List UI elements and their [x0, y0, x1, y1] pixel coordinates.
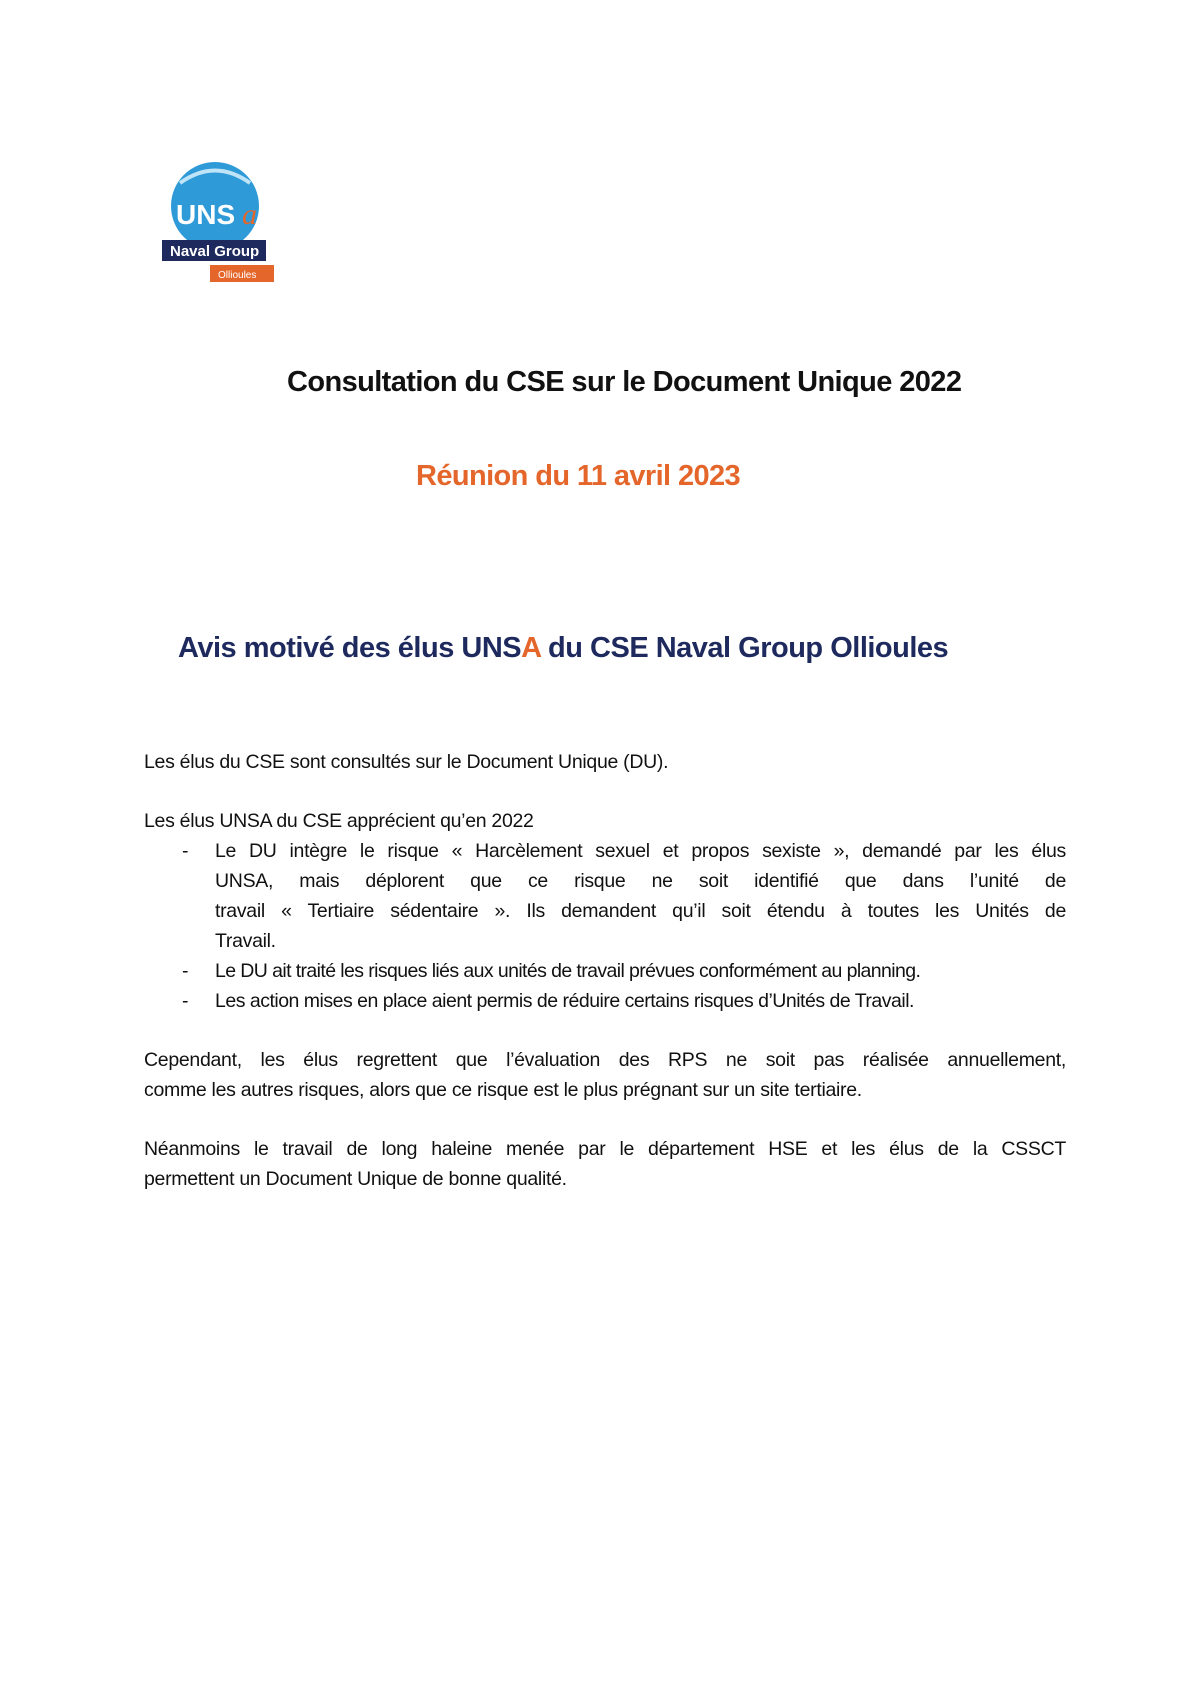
section-heading: [178, 632, 948, 665]
paragraph-however-line: comme les autres risques, alors que ce risque est le plus prégnant sur un site tertiaire.: [144, 1079, 862, 1101]
svg-text:Ollioules: Ollioules: [218, 270, 257, 281]
bullet-marker: -: [182, 960, 189, 982]
unsa-naval-group-logo: [160, 160, 278, 290]
paragraph-intro: Les élus du CSE sont consultés sur le Document Unique (DU).: [144, 751, 669, 773]
meeting-date: Réunion du 11 avril 2023: [416, 460, 741, 492]
bullet-1-line: travail « Tertiaire sédentaire ». Ils demandent qu’il soit étendu à toutes les Unités de: [215, 900, 1066, 922]
bullet-marker: -: [182, 990, 189, 1012]
bullet-marker: -: [182, 840, 189, 862]
paragraph-however-line: Cependant, les élus regrettent que l’évaluation des RPS ne soit pas réalisée annuellement,: [144, 1049, 1066, 1071]
svg-text:Naval Group: Naval Group: [170, 243, 260, 260]
bullet-1-line: Travail.: [215, 930, 276, 952]
paragraph-conclusion-line: Néanmoins le travail de long haleine menée par le département HSE et les élus de la CSSCT: [144, 1138, 1066, 1160]
bullet-2: Le DU ait traité les risques liés aux unités de travail prévues conformément au planning.: [215, 960, 921, 982]
paragraph-appreciation: Les élus UNSA du CSE apprécient qu’en 2022: [144, 810, 534, 832]
document-title: Consultation du CSE sur le Document Unique 2022: [287, 366, 962, 398]
paragraph-conclusion-line: permettent un Document Unique de bonne qualité.: [144, 1168, 567, 1190]
bullet-1-line: UNSA, mais déplorent que ce risque ne soit identifié que dans l’unité de: [215, 870, 1066, 892]
heading-part2: du CSE Naval Group Ollioules: [540, 632, 949, 664]
bullet-1-line: Le DU intègre le risque « Harcèlement sexuel et propos sexiste », demandé par les élus: [215, 840, 1066, 862]
heading-part1: Avis motivé des élus UNS: [178, 632, 522, 664]
heading-accent: A: [521, 632, 541, 664]
svg-text:a: a: [242, 198, 257, 231]
svg-text:UNS: UNS: [176, 199, 236, 230]
bullet-3: Les action mises en place aient permis de réduire certains risques d’Unités de Travail.: [215, 990, 914, 1012]
